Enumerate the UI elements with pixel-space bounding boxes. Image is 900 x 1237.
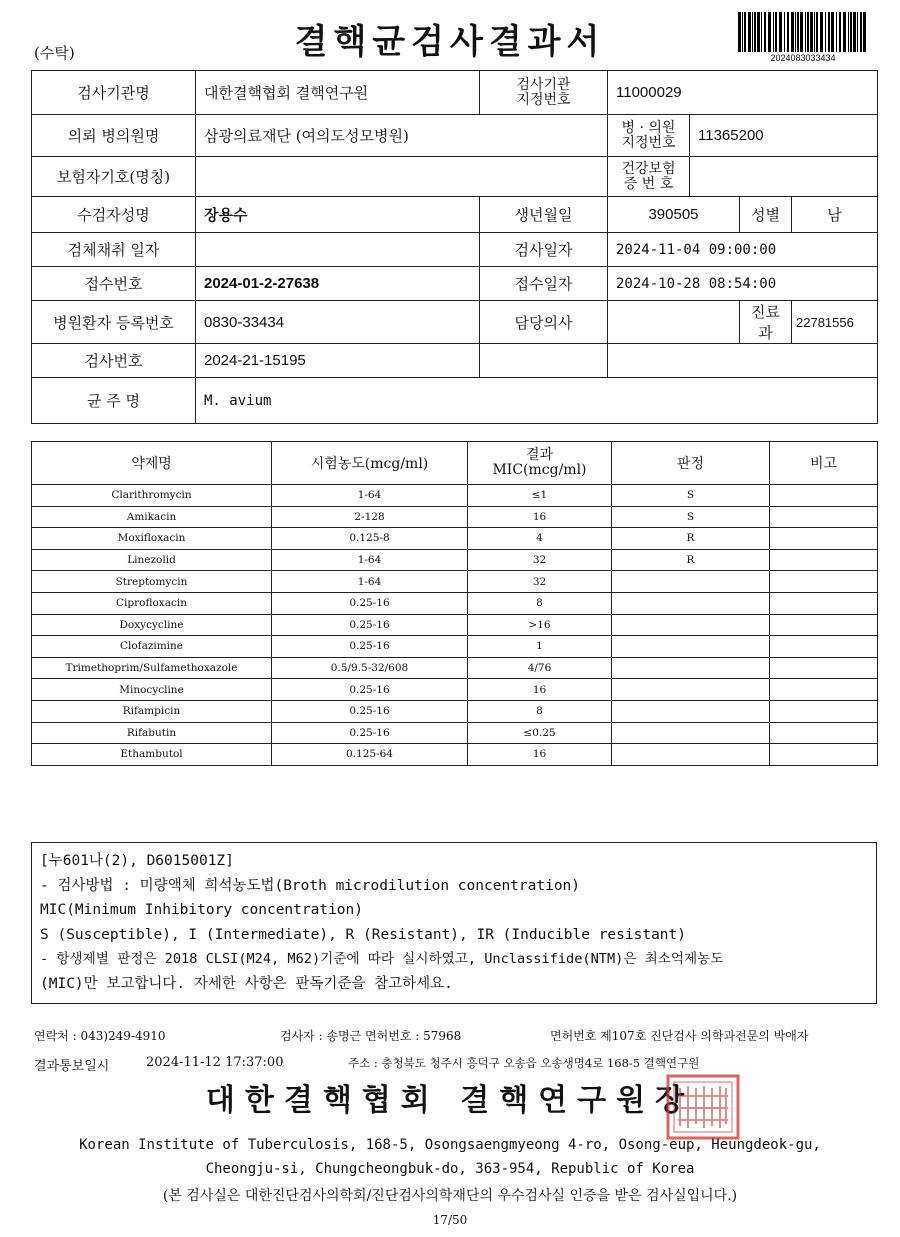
receipt-date-label: 접수일자: [480, 267, 608, 301]
page-title: 결핵균검사결과서: [294, 22, 606, 62]
cell-mic: 4: [468, 528, 612, 550]
cell-mic: >16: [468, 614, 612, 636]
organism-value: M. avium: [196, 378, 878, 424]
english-address-line: Korean Institute of Tuberculosis, 168-5, Osongsaengmyeong 4-ro, Osong-eup, Heungdeok-gu,: [79, 1137, 821, 1153]
cell-drug: Doxycycline: [32, 614, 272, 636]
notes-line: S (Susceptible), I (Intermediate), R (Resistant), IR (Inducible resistant): [40, 926, 687, 943]
cell-interp: S: [612, 485, 770, 507]
cell-mic: ≤1: [468, 485, 612, 507]
hospital-id-value: 11365200: [690, 115, 878, 157]
agency-value: 대한결핵협회 결핵연구원: [196, 71, 480, 115]
cell-mic: ≤0.25: [468, 722, 612, 744]
table-row: [32, 549, 878, 571]
cell-note: [770, 657, 878, 679]
doctor-label: 담당의사: [480, 301, 608, 344]
contact: 연락처 : 043)249-4910: [34, 1029, 166, 1043]
license: 면허번호 제107호 진단검사 의학과전문의 박애자: [550, 1029, 809, 1043]
cell-mic: 8: [468, 592, 612, 614]
cell-drug: Clarithromycin: [32, 485, 272, 507]
reg-value: 0830-33434: [196, 301, 480, 344]
cell-mic: 32: [468, 571, 612, 593]
cell-range: 0.25-16: [272, 614, 468, 636]
cell-mic: 16: [468, 679, 612, 701]
note-header: 비고: [770, 442, 878, 485]
cell-note: [770, 485, 878, 507]
table-row: [32, 485, 878, 507]
health-id-label: 건강보험 증 번 호: [608, 157, 690, 197]
collection-label: 검체채취 일자: [32, 233, 196, 267]
reg-label: 병원환자 등록번호: [32, 301, 196, 344]
address: 주소 : 충청북도 청주시 흥덕구 오송읍 오송생명4로 168-5 결핵연구원: [348, 1056, 700, 1070]
test-date-label: 검사일자: [480, 233, 608, 267]
table-row: [32, 722, 878, 744]
cell-mic: 32: [468, 549, 612, 571]
cell-range: 1-64: [272, 549, 468, 571]
cell-drug: Rifabutin: [32, 722, 272, 744]
dept-label: 진료과: [740, 301, 792, 344]
report-time: 2024-11-12 17:37:00: [146, 1055, 284, 1070]
table-row: [32, 636, 878, 658]
cell-range: 0.125-8: [272, 528, 468, 550]
test-no-label: 검사번호: [32, 344, 196, 378]
hospital-label: 의뢰 병의원명: [32, 115, 196, 157]
cell-range: 0.25-16: [272, 592, 468, 614]
cell-range: 1-64: [272, 485, 468, 507]
english-address-line: Cheongju-si, Chungcheongbuk-do, 363-954, Republic of Korea: [205, 1161, 695, 1177]
report-label: 결과통보일시: [34, 1059, 110, 1074]
table-row: [32, 528, 878, 550]
patient-label: 수검자성명: [32, 197, 196, 233]
cell-drug: Amikacin: [32, 506, 272, 528]
cell-note: [770, 592, 878, 614]
cell-note: [770, 614, 878, 636]
cell-drug: Moxifloxacin: [32, 528, 272, 550]
agency-id-value: 11000029: [608, 71, 878, 115]
cell-range: 0.25-16: [272, 679, 468, 701]
hospital-id-label: 병 · 의원 지정번호: [608, 115, 690, 157]
insured-label: 보험자기호(명칭): [32, 157, 196, 197]
notes-line: MIC(Minimum Inhibitory concentration): [40, 902, 364, 918]
patient-info-table: [31, 70, 878, 424]
cell-mic: 16: [468, 506, 612, 528]
cell-interp: [612, 679, 770, 701]
cell-note: [770, 679, 878, 701]
cell-drug: Minocycline: [32, 679, 272, 701]
doctor-value: [608, 301, 740, 344]
examiner: 검사자 : 송명근 면허번호 : 57968: [280, 1029, 462, 1043]
interp-header: 판정: [612, 442, 770, 485]
table-row: [32, 657, 878, 679]
cell-range: 1-64: [272, 571, 468, 593]
sex-label: 성별: [740, 197, 792, 233]
collection-value: [196, 233, 480, 267]
cell-note: [770, 528, 878, 550]
cell-interp: [612, 700, 770, 722]
cell-note: [770, 744, 878, 766]
health-id-value: [690, 157, 878, 197]
cell-note: [770, 700, 878, 722]
table-row: [32, 592, 878, 614]
dept-value: 22781556: [792, 301, 878, 344]
test-no-value: 2024-21-15195: [196, 344, 480, 378]
cell-note: [770, 636, 878, 658]
cell-interp: R: [612, 549, 770, 571]
cell-range: 0.25-16: [272, 700, 468, 722]
cell-drug: Trimethoprim/Sulfamethoxazole: [32, 657, 272, 679]
range-header: 시험농도(mcg/ml): [272, 442, 468, 485]
drug-table: [31, 441, 878, 766]
cell-note: [770, 722, 878, 744]
notes-line: - 검사방법 : 미량액체 희석농도법(Broth microdilution concentration): [40, 877, 581, 894]
cell-note: [770, 549, 878, 571]
cell-interp: [612, 744, 770, 766]
table-row: [32, 744, 878, 766]
cell-mic: 8: [468, 700, 612, 722]
drug-header: 약제명: [32, 442, 272, 485]
official-seal-stamp: [666, 1074, 740, 1140]
barcode: [738, 12, 868, 52]
table-row: [32, 506, 878, 528]
table-row: [32, 614, 878, 636]
cell-interp: S: [612, 506, 770, 528]
test-date-value: 2024-11-04 09:00:00: [608, 233, 878, 267]
empty-cell: [608, 344, 878, 378]
cell-drug: Ethambutol: [32, 744, 272, 766]
cell-mic: 16: [468, 744, 612, 766]
cell-interp: R: [612, 528, 770, 550]
cell-interp: [612, 592, 770, 614]
mic-header: 결과 MIC(mcg/ml): [468, 442, 612, 485]
certification-note: (본 검사실은 대한진단검사의학회/진단검사의학재단의 우수검사실 인증을 받은 검사실입니다.): [162, 1188, 738, 1204]
receipt-label: 접수번호: [32, 267, 196, 301]
cell-drug: Linezolid: [32, 549, 272, 571]
cell-interp: [612, 722, 770, 744]
birth-label: 생년월일: [480, 197, 608, 233]
cell-drug: Streptomycin: [32, 571, 272, 593]
receipt-date-value: 2024-10-28 08:54:00: [608, 267, 878, 301]
cell-range: 0.5/9.5-32/608: [272, 657, 468, 679]
organism-label: 균 주 명: [32, 378, 196, 424]
cell-drug: Rifampicin: [32, 700, 272, 722]
agency-id-label: 검사기관 지정번호: [480, 71, 608, 115]
cell-interp: [612, 571, 770, 593]
cell-drug: Clofazimine: [32, 636, 272, 658]
table-row: [32, 700, 878, 722]
hospital-value: 삼광의료재단 (여의도성모병원): [196, 115, 608, 157]
cell-note: [770, 571, 878, 593]
cell-drug: Ciprofloxacin: [32, 592, 272, 614]
cell-range: 0.25-16: [272, 636, 468, 658]
notes-line: - 항생제별 판정은 2018 CLSI(M24, M62)기준에 따라 실시하였고, Unclassifide(NTM)은 최소억제농도: [40, 951, 724, 967]
patient-value: 장용수: [196, 197, 480, 233]
table-row: [32, 571, 878, 593]
cell-range: 0.25-16: [272, 722, 468, 744]
notes-line: (MIC)만 보고합니다. 자세한 사항은 판독기준을 참고하세요.: [40, 975, 453, 992]
sex-value: 남: [792, 197, 878, 233]
cell-mic: 4/76: [468, 657, 612, 679]
cell-mic: 1: [468, 636, 612, 658]
document-tag: (수탁): [34, 44, 75, 62]
institute-name: 대한결핵협회 결핵연구원장: [205, 1083, 695, 1118]
barcode-number: 2024083033434: [770, 53, 836, 63]
cell-range: 0.125-64: [272, 744, 468, 766]
cell-interp: [612, 636, 770, 658]
notes-line: [누601나(2), D6015001Z]: [40, 853, 234, 869]
cell-interp: [612, 614, 770, 636]
insured-value: [196, 157, 608, 197]
cell-interp: [612, 657, 770, 679]
notes-box: [31, 842, 877, 1004]
table-row: [32, 679, 878, 701]
cell-note: [770, 506, 878, 528]
empty-cell: [480, 344, 608, 378]
receipt-value: 2024-01-2-27638: [196, 267, 480, 301]
page-number: 17/50: [432, 1213, 468, 1227]
cell-range: 2-128: [272, 506, 468, 528]
agency-label: 검사기관명: [32, 71, 196, 115]
birth-value: 390505: [608, 197, 740, 233]
